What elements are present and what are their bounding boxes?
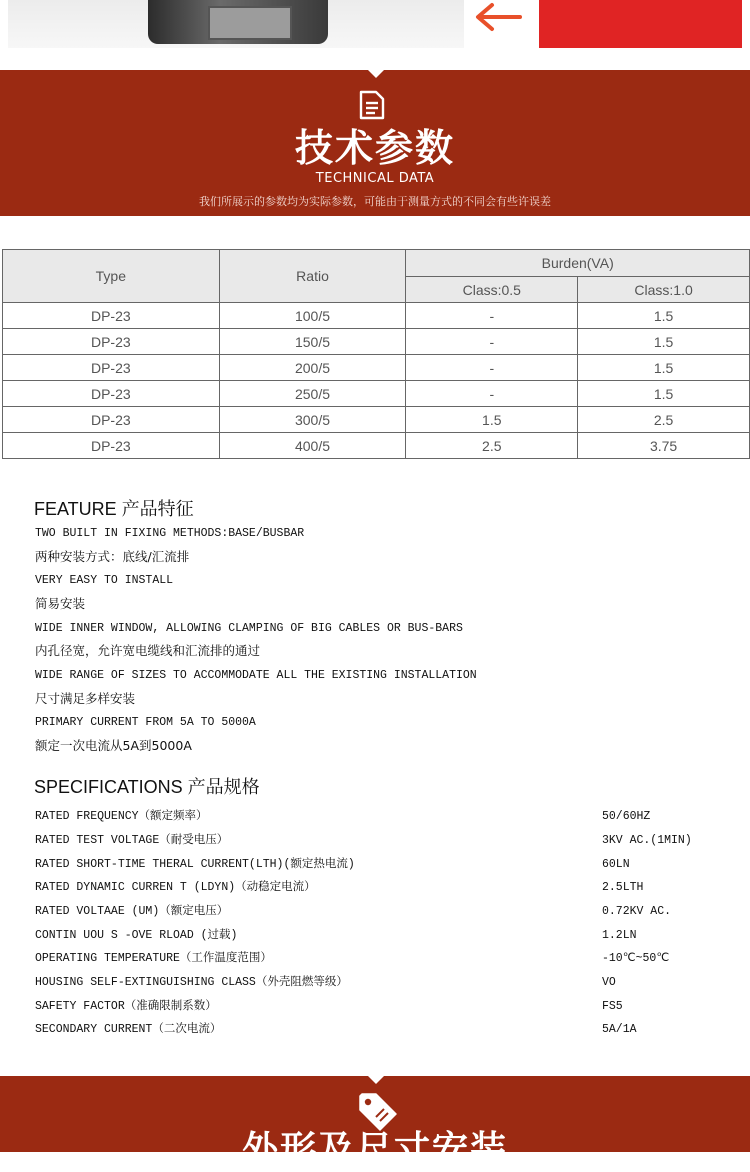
product-photo-window bbox=[208, 6, 292, 40]
table-header-class-10: Class:1.0 bbox=[578, 277, 750, 303]
table-cell-ratio: 150/5 bbox=[219, 329, 406, 355]
table-cell-class-05: - bbox=[406, 355, 578, 381]
banner-subtitle: TECHNICAL DATA bbox=[315, 171, 435, 186]
spec-value: 1.2LN bbox=[602, 929, 637, 942]
banner-notch bbox=[368, 70, 384, 78]
spec-label: SAFETY FACTOR（准确限制系数） bbox=[35, 1000, 217, 1013]
table-cell-class-10: 1.5 bbox=[578, 355, 750, 381]
table-cell-class-05: 2.5 bbox=[406, 433, 578, 459]
feature-line: TWO BUILT IN FIXING METHODS:BASE/BUSBAR bbox=[35, 527, 305, 540]
top-image-strip bbox=[0, 0, 750, 55]
table-header-type: Type bbox=[3, 250, 220, 303]
table-cell-class-10: 1.5 bbox=[578, 381, 750, 407]
spec-value: -10℃~50℃ bbox=[602, 952, 670, 965]
spec-label: RATED SHORT-TIME THERAL CURRENT(LTH)(额定热电流) bbox=[35, 858, 355, 871]
banner-title: 技术参数 bbox=[294, 126, 455, 170]
feature-title: FEATURE 产品特征 bbox=[34, 499, 194, 519]
red-color-block bbox=[539, 0, 742, 48]
feature-line: PRIMARY CURRENT FROM 5A TO 5000A bbox=[35, 716, 256, 729]
table-cell-type: DP-23 bbox=[3, 355, 220, 381]
feature-line: WIDE INNER WINDOW, ALLOWING CLAMPING OF BIG CABLES OR BUS-BARS bbox=[35, 622, 463, 635]
table-cell-type: DP-23 bbox=[3, 381, 220, 407]
table-row bbox=[3, 303, 750, 329]
table-cell-type: DP-23 bbox=[3, 329, 220, 355]
spec-label: OPERATING TEMPERATURE（工作温度范围） bbox=[35, 952, 272, 965]
table-cell-class-10: 1.5 bbox=[578, 329, 750, 355]
spec-value: 0.72KV AC. bbox=[602, 905, 672, 918]
table-cell-class-05: - bbox=[406, 381, 578, 407]
feature-line: WIDE RANGE OF SIZES TO ACCOMMODATE ALL THE EXISTING INSTALLATION bbox=[35, 669, 477, 682]
table-header-ratio: Ratio bbox=[219, 250, 406, 303]
spec-label: RATED DYNAMIC CURREN T (LDYN)（动稳定电流） bbox=[35, 881, 316, 894]
spec-value: 2.5LTH bbox=[602, 881, 644, 894]
table-cell-ratio: 400/5 bbox=[219, 433, 406, 459]
banner-notch bbox=[368, 1076, 384, 1084]
table-cell-class-05: - bbox=[406, 303, 578, 329]
table-cell-ratio: 200/5 bbox=[219, 355, 406, 381]
feature-line: VERY EASY TO INSTALL bbox=[35, 574, 174, 587]
feature-line: 内孔径宽，允许宽电缆线和汇流排的通过 bbox=[35, 643, 261, 658]
table-cell-ratio: 300/5 bbox=[219, 407, 406, 433]
spec-label: HOUSING SELF-EXTINGUISHING CLASS（外壳阻燃等级） bbox=[35, 976, 348, 989]
spec-value: FS5 bbox=[602, 1000, 623, 1013]
spec-label: SECONDARY CURRENT（二次电流） bbox=[35, 1023, 222, 1036]
table-row bbox=[3, 433, 750, 459]
spec-value: 60LN bbox=[602, 858, 630, 871]
document-icon bbox=[359, 90, 385, 120]
table-cell-class-10: 1.5 bbox=[578, 303, 750, 329]
table-row bbox=[3, 381, 750, 407]
table-row bbox=[3, 355, 750, 381]
spec-value: 5A/1A bbox=[602, 1023, 637, 1036]
table-header-burden: Burden(VA) bbox=[406, 250, 750, 277]
table-row bbox=[3, 329, 750, 355]
table-row bbox=[3, 407, 750, 433]
table-cell-ratio: 250/5 bbox=[219, 381, 406, 407]
banner-note: 我们所展示的参数均为实际参数，可能由于测量方式的不同会有些许误差 bbox=[199, 195, 551, 208]
dimensions-banner-title: 外形及尺寸安装 bbox=[241, 1129, 508, 1170]
feature-line: 简易安装 bbox=[35, 596, 86, 611]
feature-line: 额定一次电流从5A到5000A bbox=[35, 738, 192, 753]
table-cell-class-05: 1.5 bbox=[406, 407, 578, 433]
table-cell-class-10: 2.5 bbox=[578, 407, 750, 433]
feature-line: 尺寸满足多样安装 bbox=[35, 691, 136, 706]
table-cell-type: DP-23 bbox=[3, 433, 220, 459]
spec-label: RATED VOLTAAE (UM)（额定电压） bbox=[35, 905, 229, 918]
table-cell-ratio: 100/5 bbox=[219, 303, 406, 329]
spec-value: 3KV AC.(1MIN) bbox=[602, 834, 692, 847]
spec-label: RATED TEST VOLTAGE（耐受电压） bbox=[35, 834, 229, 847]
feature-line: 两种安装方式：底线/汇流排 bbox=[35, 549, 190, 564]
table-header-class-05: Class:0.5 bbox=[406, 277, 578, 303]
table-cell-type: DP-23 bbox=[3, 407, 220, 433]
spec-label: CONTIN UOU S -OVE RLOAD (过载) bbox=[35, 929, 238, 942]
table-cell-class-10: 3.75 bbox=[578, 433, 750, 459]
ratio-burden-table bbox=[2, 249, 750, 459]
spec-value: VO bbox=[602, 976, 616, 989]
table-cell-class-05: - bbox=[406, 329, 578, 355]
table-cell-type: DP-23 bbox=[3, 303, 220, 329]
spec-label: RATED FREQUENCY（额定频率） bbox=[35, 810, 208, 823]
spec-value: 50/60HZ bbox=[602, 810, 651, 823]
product-photo bbox=[8, 0, 464, 48]
arrow-left-icon bbox=[474, 2, 524, 32]
specifications-title: SPECIFICATIONS 产品规格 bbox=[34, 777, 260, 797]
